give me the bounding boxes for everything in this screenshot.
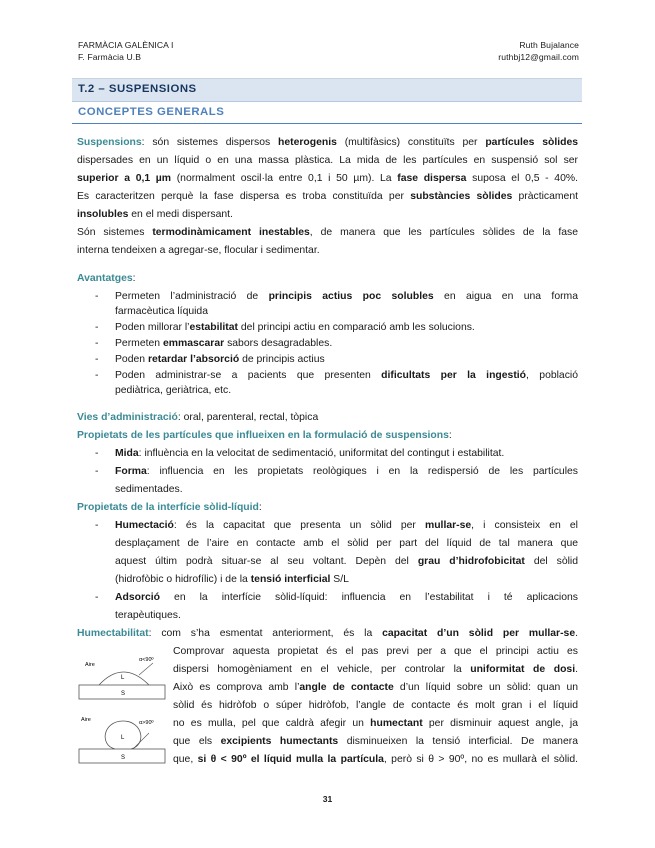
text: aquest últim podrà situar-se al seu voltant. Depèn del <box>115 556 418 567</box>
text: Poden <box>115 354 148 365</box>
intro-line-3 <box>77 172 578 186</box>
bold-term: termodinàmicament inestables <box>152 227 310 238</box>
solid-label: S <box>121 691 126 697</box>
text: (normalment oscil·la entre 0,1 i 50 µm). La <box>171 173 398 184</box>
bold-term: principis actius poc solubles <box>268 291 434 302</box>
text: en el medi dispersant. <box>128 209 233 220</box>
bold-term: estabilitat <box>189 322 239 333</box>
text: . <box>575 628 578 639</box>
text: dispersi homogèniament en el vehicle, per controlar la <box>173 664 471 675</box>
intro-line-2: dispersades en un líquid o en una massa plàstica. La mida de les partícules en suspensió sol ser <box>77 155 578 166</box>
text: del principi actiu en comparació amb les solucions. <box>238 322 475 333</box>
bold-term: Adsorció <box>115 592 161 603</box>
text: que, <box>173 754 198 765</box>
bold-term: grau d’hidrofobicitat <box>417 556 525 567</box>
bold-term: insolubles <box>77 209 129 220</box>
bullet-dash: - <box>95 291 99 302</box>
bold-term: Mida <box>115 448 139 459</box>
author-name: Ruth Bujalance <box>519 40 579 50</box>
text: : és la capacitat que presenta un sòlid per <box>173 520 425 531</box>
bullet-dash: - <box>95 322 99 333</box>
advantage-5-line-1 <box>115 369 578 383</box>
bold-term: humectant <box>370 718 423 729</box>
author-email: ruthbj12@gmail.com <box>498 52 579 62</box>
course-name: FARMÀCIA GALÈNICA I <box>78 40 174 50</box>
wettability-line-1 <box>77 627 578 641</box>
wettability-line-3 <box>173 663 578 677</box>
interface-adsorption-line-2: terapèutiques. <box>115 610 181 621</box>
heading-text: Humectabilitat <box>77 628 149 639</box>
particle-prop-size <box>115 447 504 461</box>
advantages-heading <box>77 272 136 286</box>
text: , població <box>526 370 578 381</box>
bold-term: tensió interficial <box>250 574 331 585</box>
liquid-label: L <box>121 735 125 741</box>
contact-angle-figure <box>77 651 169 771</box>
text: Són sistemes <box>77 227 153 238</box>
text: : influència en la velocitat de sedimentació, uniformitat del contingut i estabilitat. <box>138 448 505 459</box>
bold-term: Forma <box>115 466 147 477</box>
text: , però si θ > 90º, no es mullarà el sòlid. <box>383 754 578 765</box>
particle-prop-shape-line-1 <box>115 465 578 479</box>
text: no es mulla, pel que caldrà afegir un <box>173 718 371 729</box>
air-label: Aire <box>85 662 95 668</box>
advantage-1-line-1 <box>115 290 578 304</box>
text: S/L <box>330 574 349 585</box>
text: suposa el 0,5 - 40%. <box>466 173 578 184</box>
text: en aigua en una forma <box>433 291 578 302</box>
bold-term: heterogenis <box>277 137 337 148</box>
text: : influencia en les propietats reològiques i en la redispersió de les partícules <box>146 466 578 477</box>
text: , i consisteix en el <box>471 520 578 531</box>
particle-prop-shape-line-2: sedimentades. <box>115 484 183 495</box>
contact-angle-high-diagram <box>79 717 165 763</box>
text: Es caracteritzen perquè la fase dispersa es troba constituïda per <box>77 191 411 202</box>
interface-adsorption-line-1 <box>115 591 578 605</box>
text: (hidrofòbic o hidrofílic) i de la <box>115 574 251 585</box>
interface-wetting-line-1 <box>115 519 578 533</box>
bullet-dash: - <box>95 370 99 381</box>
text: Permeten l’administració de <box>115 291 269 302</box>
interface-wetting-line-4 <box>115 573 349 587</box>
heading-text: Avantatges <box>77 273 133 284</box>
text: Poden millorar l’ <box>115 322 190 333</box>
heading-text: Propietats de les partícules que influeixen en la formulació de suspensions <box>77 430 449 441</box>
wettability-line-6 <box>173 717 578 731</box>
colon: : <box>258 502 262 513</box>
bold-term: emmascarar <box>162 338 225 349</box>
angle-label: α>90º <box>139 720 154 726</box>
bold-term: Humectació <box>115 520 174 531</box>
advantage-5-line-2: pediàtrica, geriàtrica, etc. <box>115 385 232 396</box>
bullet-dash: - <box>95 466 99 477</box>
section-title-bar <box>72 78 582 102</box>
text: que els <box>173 736 221 747</box>
bullet-dash: - <box>95 520 99 531</box>
bold-term: partícules sòlides <box>485 137 579 148</box>
intro-line-6 <box>77 226 578 240</box>
text: pràcticament <box>512 191 578 202</box>
text: de principis actius <box>239 354 325 365</box>
bold-term: uniformitat de dosi <box>470 664 576 675</box>
section-title: T.2 – SUSPENSIONS <box>78 83 197 95</box>
particle-props-heading <box>77 429 452 443</box>
bullet-dash: - <box>95 592 99 603</box>
intro-line-1 <box>77 136 578 150</box>
term-suspensions: Suspensions <box>77 137 142 148</box>
text: Permeten <box>115 338 163 349</box>
text: en la interfície sòlid-líquid: influencia en l’estabilitat i té aplicacions <box>160 592 578 603</box>
header-right <box>498 39 579 63</box>
bold-term: fase dispersa <box>397 173 467 184</box>
routes-line <box>77 411 318 425</box>
solid-label: S <box>121 755 126 761</box>
intro-line-7: interna tendeixen a agregar-se, flocular i sedimentar. <box>77 245 320 256</box>
bold-term: si θ < 90º el líquid mulla la partícula <box>197 754 384 765</box>
wettability-line-2: Comprovar aquesta propietat és el pas previ per a que el principi actiu es <box>173 646 578 657</box>
text: : oral, parenteral, rectal, tòpica <box>177 412 319 423</box>
text: : com s’ha esmentat anteriorment, és la <box>148 628 383 639</box>
subsection-title-bar <box>72 104 582 124</box>
colon: : <box>448 430 452 441</box>
wettability-line-7 <box>173 735 578 749</box>
text: : són sistemes dispersos <box>141 137 278 148</box>
angle-label: α<90º <box>139 657 154 663</box>
intro-line-4 <box>77 190 578 204</box>
bold-term: mullar-se <box>424 520 472 531</box>
header-left <box>78 39 174 63</box>
wettability-line-4 <box>173 681 578 695</box>
intro-line-5 <box>77 208 233 222</box>
liquid-label: L <box>121 675 125 681</box>
contact-angle-low-diagram <box>79 656 165 699</box>
text: disminueixen la tensió interficial. De manera <box>338 736 578 747</box>
page-number: 31 <box>322 794 333 804</box>
wettability-line-5: sòlid és hidròfob o súper hidròfob, l’angle de contacte és molt gran i el líquid <box>173 700 578 711</box>
bullet-dash: - <box>95 448 99 459</box>
text: Poden administrar-se a pacients que presenten <box>115 370 382 381</box>
text: d’un líquid sobre un sòlid: quan un <box>393 682 578 693</box>
advantage-1-line-2: farmacèutica líquida <box>115 306 208 317</box>
bold-term: capacitat d’un sòlid per mullar-se <box>382 628 576 639</box>
air-label: Aire <box>81 717 91 723</box>
interface-wetting-line-2: desplaçament de l’aire en contacte amb el sòlid per part del líquid de tal manera que <box>115 538 578 549</box>
heading-text: Vies d’administració <box>77 412 178 423</box>
heading-text: Propietats de la interfície sòlid-líquid <box>77 502 259 513</box>
bold-term: angle de contacte <box>299 682 394 693</box>
text: (multifàsics) constituïts per <box>336 137 486 148</box>
interface-wetting-line-3 <box>115 555 578 569</box>
text: sabors desagradables. <box>224 338 333 349</box>
interface-heading <box>77 501 262 515</box>
advantage-2 <box>115 321 475 335</box>
text: del sòlid <box>524 556 578 567</box>
advantage-4 <box>115 353 325 367</box>
text: Això es comprova amb l’ <box>173 682 300 693</box>
subsection-title: CONCEPTES GENERALS <box>78 106 225 118</box>
bold-term: retardar l’absorció <box>147 354 240 365</box>
colon: : <box>132 273 136 284</box>
bold-term: substàncies sòlides <box>410 191 513 202</box>
bold-term: superior a 0,1 µm <box>77 173 172 184</box>
faculty-name: F. Farmàcia U.B <box>78 52 142 62</box>
wettability-line-8 <box>173 753 578 767</box>
text: per disminuir aquest angle, ja <box>422 718 578 729</box>
advantage-3 <box>115 337 332 351</box>
bold-term: excipients humectants <box>220 736 339 747</box>
tangent-line <box>139 663 153 675</box>
bullet-dash: - <box>95 354 99 365</box>
bold-term: dificultats per la ingestió <box>381 370 527 381</box>
text: , de manera que les partícules sòlides de la fase <box>309 227 578 238</box>
bullet-dash: - <box>95 338 99 349</box>
text: . <box>575 664 578 675</box>
